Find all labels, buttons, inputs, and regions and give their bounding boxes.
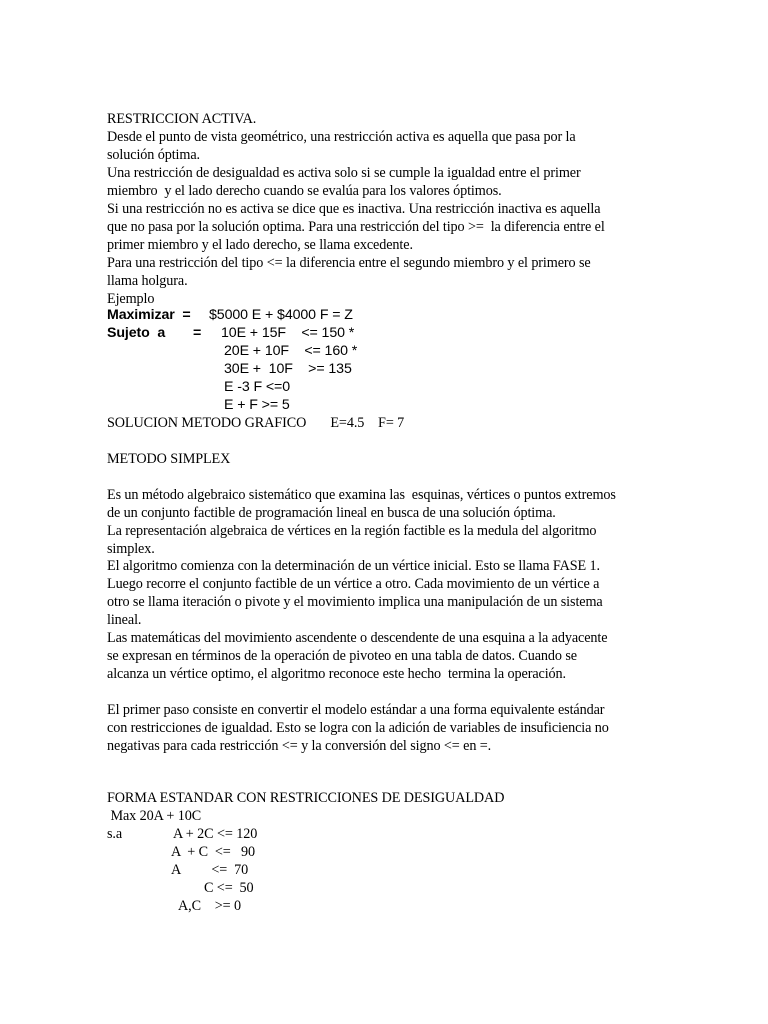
constraint-5: E + F >= 5 [224,397,290,413]
paragraph-line: primer miembro y el lado derecho, se llama excedente. [107,237,413,253]
subject-to-label: Sujeto a [107,325,166,341]
graphical-solution: SOLUCION METODO GRAFICO E=4.5 F= 7 [107,415,405,431]
paragraph-line: Es un método algebraico sistemático que examina las esquinas, vértices o puntos extremos [107,487,616,503]
max-objective: Max 20A + 10C [107,808,202,824]
paragraph-line: llama holgura. [107,273,188,289]
paragraph-line: otro se llama iteración o pivote y el movimiento implica una manipulación de un sistema [107,594,603,610]
standard-constraint-4: C <= 50 [204,880,254,896]
standard-constraint-3: A <= 70 [171,862,249,878]
paragraph-line: Desde el punto de vista geométrico, una restricción activa es aquella que pasa por la [107,129,576,145]
example-label: Ejemplo [107,291,155,307]
paragraph-line: simplex. [107,541,155,557]
paragraph-line: La representación algebraica de vértices en la región factible es la medula del algoritmo [107,523,597,539]
paragraph-line: negativas para cada restricción <= y la conversión del signo <= en =. [107,738,492,754]
standard-constraint-1: A + 2C <= 120 [173,826,258,842]
maximize-label: Maximizar = [107,307,191,323]
paragraph-line: Las matemáticas del movimiento ascendente o descendente de una esquina a la adyacente [107,630,608,646]
constraint-1: 10E + 15F <= 150 * [221,325,355,341]
paragraph-line: con restricciones de igualdad. Esto se logra con la adición de variables de insuficiencia no [107,720,609,736]
paragraph-line: lineal. [107,612,142,628]
paragraph-line: Para una restricción del tipo <= la diferencia entre el segundo miembro y el primero se [107,255,591,271]
standard-constraint-2: A + C <= 90 [171,844,255,860]
section-heading-metodo-simplex: METODO SIMPLEX [107,451,231,467]
constraint-3: 30E + 10F >= 135 [224,361,352,377]
paragraph-line: Una restricción de desigualdad es activa solo si se cumple la igualdad entre el primer [107,165,581,181]
section-heading-forma-estandar: FORMA ESTANDAR CON RESTRICCIONES DE DESIGUALDAD [107,790,505,806]
paragraph-line: miembro y el lado derecho cuando se evalúa para los valores óptimos. [107,183,502,199]
paragraph-line: solución óptima. [107,147,200,163]
paragraph-line: El primer paso consiste en convertir el modelo estándar a una forma equivalente estándar [107,702,605,718]
paragraph-line: El algoritmo comienza con la determinación de un vértice inicial. Esto se llama FASE 1. [107,558,600,574]
subject-to-equals: = [193,325,202,341]
objective-function: $5000 E + $4000 F = Z [209,307,353,323]
constraint-2: 20E + 10F <= 160 * [224,343,358,359]
paragraph-line: alcanza un vértice optimo, el algoritmo reconoce este hecho termina la operación. [107,666,566,682]
subject-to-short-label: s.a [107,826,123,842]
paragraph-line: se expresan en términos de la operación de pivoteo en una tabla de datos. Cuando se [107,648,577,664]
nonnegativity-constraint: A,C >= 0 [178,898,241,914]
paragraph-line: Si una restricción no es activa se dice que es inactiva. Una restricción inactiva es aquella [107,201,601,217]
section-heading-restriccion-activa: RESTRICCION ACTIVA. [107,111,257,127]
constraint-4: E -3 F <=0 [224,379,291,395]
paragraph-line: Luego recorre el conjunto factible de un vértice a otro. Cada movimiento de un vértice a [107,576,600,592]
paragraph-line: de un conjunto factible de programación lineal en busca de una solución óptima. [107,505,556,521]
paragraph-line: que no pasa por la solución optima. Para una restricción del tipo >= la diferencia entre el [107,219,605,235]
